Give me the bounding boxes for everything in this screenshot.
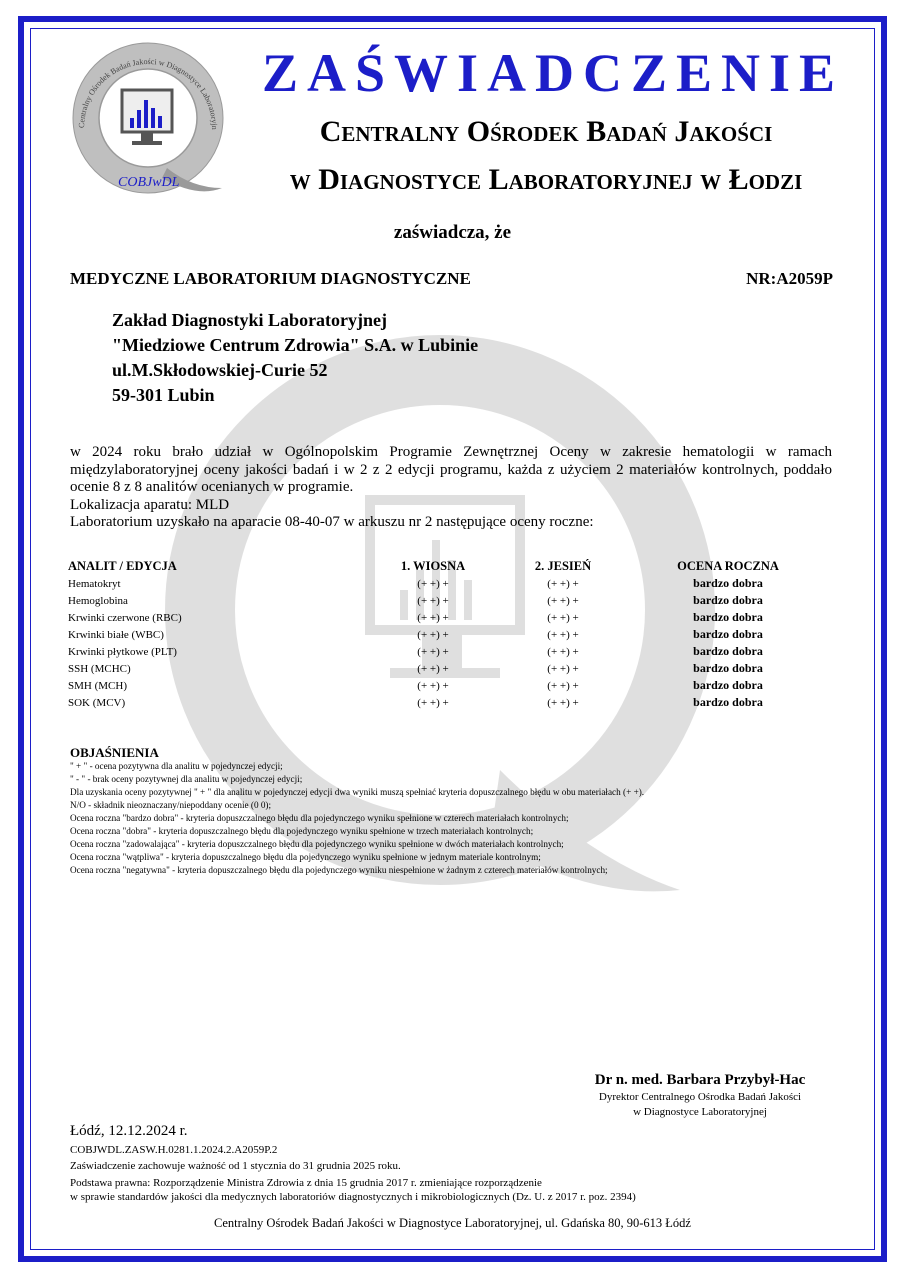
- header-spring: 1. WIOSNA: [400, 559, 466, 573]
- table-row: [68, 609, 828, 626]
- analyte-name: SMH (MCH): [68, 679, 127, 692]
- spring-result: (+ +) +: [417, 611, 449, 624]
- logo-text: COBJwDL: [118, 175, 180, 190]
- cobjwdl-logo: [62, 38, 232, 198]
- footer-address: Centralny Ośrodek Badań Jakości w Diagnostyce Laboratoryjnej, ul. Gdańska 80, 90-613 Łódź: [214, 1216, 691, 1230]
- lab-type: MEDYCZNE LABORATORIUM DIAGNOSTYCZNE: [70, 269, 471, 288]
- address-line: "Miedziowe Centrum Zdrowia" S.A. w Lubinie: [112, 335, 479, 355]
- address-line: 59-301 Lubin: [112, 385, 215, 405]
- annual-grade: bardzo dobra: [693, 695, 763, 709]
- legend-line: Ocena roczna "dobra" - kryteria dopuszczalnego błędu dla pojedynczego wyniku spełnione w trzech materiałach kontrolnych;: [70, 826, 534, 836]
- reference-number: COBJWDL.ZASW.H.0281.1.2024.2.A2059P.2: [70, 1144, 278, 1156]
- signature-block: [560, 1070, 840, 1120]
- autumn-result: (+ +) +: [547, 611, 579, 624]
- address-line: ul.M.Skłodowskiej-Curie 52: [112, 360, 328, 380]
- org-name-line1: Centralny Ośrodek Badań Jakości: [319, 115, 773, 148]
- autumn-result: (+ +) +: [547, 594, 579, 607]
- legend-line: " - " - brak oceny pozytywnej dla analitu w pojedynczej edycji;: [70, 774, 303, 784]
- annual-grade: bardzo dobra: [693, 610, 763, 624]
- certifies-text: zaświadcza, że: [393, 222, 512, 243]
- annual-grade: bardzo dobra: [693, 576, 763, 590]
- address-line: Zakład Diagnostyki Laboratoryjnej: [112, 310, 388, 330]
- document-title: ZAŚWIADCZENIE: [261, 43, 845, 103]
- signatory-role: w Diagnostyce Laboratoryjnej: [633, 1106, 767, 1118]
- autumn-result: (+ +) +: [547, 577, 579, 590]
- legal-basis-line: Podstawa prawna: Rozporządzenie Ministra Zdrowia z dnia 15 grudnia 2017 r. zmieniające rozporządzenie: [70, 1177, 542, 1189]
- autumn-result: (+ +) +: [547, 645, 579, 658]
- logo-ring-text: Centralny Ośrodek Badań Jakości w Diagnostyce Laboratoryjn: [76, 56, 220, 130]
- header-autumn: 2. JESIEŃ: [534, 559, 592, 573]
- legal-basis-line: w sprawie standardów jakości dla medycznych laboratoriów diagnostycznych i mikrobiologicznych (Dz. U. z 2017 r. poz. 2394): [70, 1191, 636, 1203]
- annual-grade: bardzo dobra: [693, 593, 763, 607]
- participation-paragraph: w 2024 roku brało udział w Ogólnopolskim Programie Zewnętrznej Oceny w zakresie hematologii w ramach międzylaboratoryjnej oceny jakości badań i w 2 z 2 edycji programu, każda z użyciem 2 materiałów kontrolnych, poddało ocenie 8 z 8 analitów ocenianych w programie.: [70, 444, 832, 495]
- place-date: Łódź, 12.12.2024 r.: [70, 1123, 188, 1139]
- table-row: [68, 643, 828, 660]
- device-location: Lokalizacja aparatu: MLD: [70, 496, 230, 513]
- autumn-result: (+ +) +: [547, 696, 579, 709]
- legend-line: Ocena roczna "zadowalająca" - kryteria dopuszczalnego błędu dla pojedynczego wyniku spełnione w dwóch materiałach kontrolnych;: [70, 839, 564, 849]
- legend-heading: OBJAŚNIENIA: [70, 745, 159, 760]
- legal-basis: [70, 1176, 636, 1204]
- spring-result: (+ +) +: [417, 645, 449, 658]
- table-row: [68, 626, 828, 643]
- results-table: [68, 558, 828, 711]
- annual-grade: bardzo dobra: [693, 661, 763, 675]
- header-annual-grade: OCENA ROCZNA: [677, 559, 779, 573]
- annual-grade: bardzo dobra: [693, 678, 763, 692]
- legend: [70, 745, 850, 877]
- autumn-result: (+ +) +: [547, 628, 579, 641]
- legend-line: " + " - ocena pozytywna dla analitu w pojedynczej edycji;: [70, 761, 283, 771]
- legend-line: Ocena roczna "negatywna" - kryteria dopuszczalnego błędu dla pojedynczego wyniku niespełnione w żadnym z czterech materiałów kontrolnych;: [70, 865, 608, 875]
- table-row: [68, 575, 828, 592]
- table-row: [68, 694, 828, 711]
- results-intro: Laboratorium uzyskało na aparacie 08-40-07 w arkuszu nr 2 następujące oceny roczne:: [70, 514, 594, 530]
- table-row: [68, 592, 828, 609]
- analyte-name: SOK (MCV): [68, 696, 126, 709]
- legend-line: Ocena roczna "bardzo dobra" - kryteria dopuszczalnego błędu dla pojedynczego wyniku spełnione w czterech materiałach kontrolnych;: [70, 813, 569, 823]
- org-name-line2: w Diagnostyce Laboratoryjnej w Łodzi: [289, 163, 803, 196]
- annual-grade: bardzo dobra: [693, 627, 763, 641]
- legend-line: N/O - składnik nieoznaczany/niepoddany ocenie (0 0);: [70, 800, 272, 810]
- autumn-result: (+ +) +: [547, 679, 579, 692]
- analyte-name: Krwinki płytkowe (PLT): [68, 645, 177, 658]
- spring-result: (+ +) +: [417, 696, 449, 709]
- table-row: [68, 660, 828, 677]
- header-analyte: ANALIT / EDYCJA: [68, 559, 177, 573]
- signatory-role: Dyrektor Centralnego Ośrodka Badań Jakości: [598, 1091, 802, 1103]
- spring-result: (+ +) +: [417, 628, 449, 641]
- table-row: [68, 677, 828, 694]
- lab-number: NR:A2059P: [746, 269, 833, 288]
- legend-line: Ocena roczna "wątpliwa" - kryteria dopuszczalnego błędu dla pojedynczego wyniku spełnione w jednym materiale kontrolnym;: [70, 852, 541, 862]
- table-header-row: [68, 558, 828, 575]
- body-text: [70, 444, 832, 532]
- analyte-name: Krwinki białe (WBC): [68, 628, 164, 641]
- signatory-name: Dr n. med. Barbara Przybył-Hac: [594, 1072, 806, 1088]
- validity-note: Zaświadczenie zachowuje ważność od 1 stycznia do 31 grudnia 2025 roku.: [70, 1160, 401, 1172]
- legend-line: Dla uzyskania oceny pozytywnej " + " dla analitu w pojedynczej edycji dwa wyniki muszą spełniać kryteria dopuszczalnego błędu w obu materiałach (+ +).: [70, 787, 645, 797]
- spring-result: (+ +) +: [417, 594, 449, 607]
- analyte-name: Hemoglobina: [68, 594, 128, 607]
- spring-result: (+ +) +: [417, 577, 449, 590]
- spring-result: (+ +) +: [417, 662, 449, 675]
- annual-grade: bardzo dobra: [693, 644, 763, 658]
- analyte-name: Krwinki czerwone (RBC): [68, 611, 182, 624]
- analyte-name: SSH (MCHC): [68, 662, 131, 675]
- spring-result: (+ +) +: [417, 679, 449, 692]
- autumn-result: (+ +) +: [547, 662, 579, 675]
- lab-address: [112, 308, 478, 408]
- analyte-name: Hematokryt: [68, 577, 121, 590]
